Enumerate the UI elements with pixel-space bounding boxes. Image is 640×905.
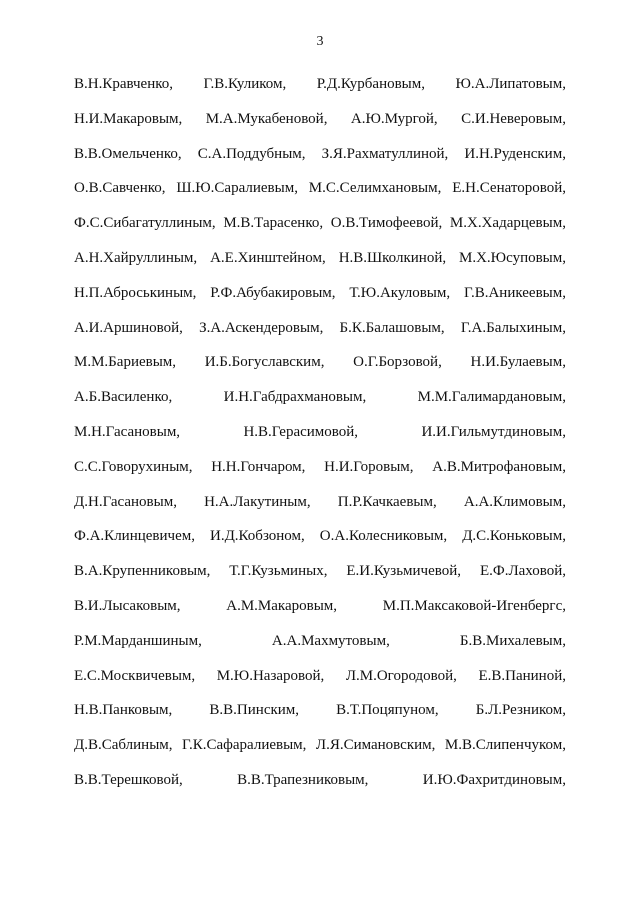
person-name: А.И.Аршиновой, [74,319,183,336]
person-name: З.А.Аскендеровым, [199,319,324,336]
person-name: С.А.Поддубным, [197,145,306,162]
person-name: В.И.Лысаковым, [74,597,181,614]
name-row [74,493,566,528]
person-name: О.Г.Борзовой, [353,354,442,371]
person-name: Н.И.Булаевым, [470,354,566,371]
person-name: М.М.Галимардановым, [417,389,566,406]
person-name: Д.Н.Гасановым, [74,493,177,510]
person-name: Е.Ф.Лаховой, [479,563,566,580]
person-name: Д.В.Саблиным, [74,737,173,754]
person-name: М.М.Бариевым, [74,354,177,371]
person-name: Е.Н.Сенаторовой, [452,180,566,197]
name-row [74,388,566,423]
name-row [74,284,566,319]
person-name: Г.К.Сафаралиевым, [182,737,307,754]
name-row [74,736,566,771]
name-row [74,423,566,458]
person-name: М.Н.Гасановым, [74,423,181,440]
person-name: В.А.Крупенниковым, [74,563,211,580]
person-name: О.А.Колесниковым, [319,528,448,545]
name-row [74,145,566,180]
person-name: Ш.Ю.Саралиевым, [176,180,298,197]
person-name: Г.А.Балыхиным, [460,319,566,336]
name-row [74,562,566,597]
person-name: М.В.Тарасенко, [223,215,324,232]
name-row [74,179,566,214]
person-name: Л.Я.Симановским, [315,737,436,754]
person-name: С.С.Говорухиным, [74,458,193,475]
person-name: Д.С.Коньковым, [462,528,566,545]
name-row [74,75,566,110]
person-name: Ю.А.Липатовым, [455,76,566,92]
person-name: А.М.Макаровым, [226,597,338,614]
person-name: Б.Л.Резником, [475,702,566,719]
person-name: Г.В.Аникеевым, [463,284,566,301]
person-name: А.Н.Хайруллиным, [74,249,198,266]
person-name: И.Ю.Фахритдиновым, [422,771,566,788]
name-row [74,632,566,667]
name-row [74,667,566,702]
person-name: Н.И.Макаровым, [74,110,183,127]
person-name: Е.С.Москвичевым, [74,667,196,684]
person-name: Н.И.Горовым, [324,458,414,475]
person-name: А.В.Митрофановым, [432,458,566,475]
person-name: Е.И.Кузьмичевой, [346,563,462,580]
person-name: А.А.Климовым, [463,493,566,510]
page-number: 3 [316,34,324,49]
name-row [74,771,566,806]
person-name: М.В.Слипенчуком, [444,737,566,754]
person-name: Г.В.Куликом, [203,76,287,92]
person-name: А.Ю.Мургой, [350,110,438,127]
person-name: Л.М.Огородовой, [345,667,457,684]
person-name: В.В.Пинским, [209,702,300,719]
person-name: М.Х.Юсуповым, [459,249,566,266]
name-row [74,701,566,736]
person-name: Р.М.Марданшиным, [74,632,202,649]
person-name: В.В.Трапезниковым, [237,771,369,788]
person-name: В.Т.Поцяпуном, [336,702,439,719]
person-name: М.С.Селимхановым, [308,180,442,197]
name-row [74,249,566,284]
name-row [74,319,566,354]
name-row [74,353,566,388]
name-row [74,458,566,493]
name-row [74,527,566,562]
person-name: И.Д.Кобзоном, [209,528,305,545]
person-name: И.Б.Богуславским, [204,354,325,371]
person-name: Р.Ф.Абубакировым, [210,284,336,301]
person-name: О.В.Тимофеевой, [330,215,443,232]
person-name: М.А.Мукабеновой, [205,110,328,127]
person-name: С.И.Неверовым, [461,110,566,127]
person-name: И.Н.Руденским, [464,145,566,162]
person-name: З.Я.Рахматуллиной, [321,145,449,162]
person-name: А.А.Махмутовым, [271,632,390,649]
name-row [74,110,566,145]
person-name: И.Н.Габдрахмановым, [223,389,367,406]
person-name: В.В.Терешковой, [74,771,183,788]
person-name: Т.Г.Кузьминых, [229,563,328,580]
name-row [74,214,566,249]
person-name: Н.В.Панковым, [74,702,173,719]
person-name: О.В.Савченко, [74,180,166,197]
person-name: И.И.Гильмутдиновым, [421,423,566,440]
person-name: А.Б.Василенко, [74,389,173,406]
person-name: М.П.Максаковой-Игенбергс, [382,597,566,614]
person-name: Н.П.Аброськиным, [74,284,197,301]
person-name: Н.Н.Гончаром, [211,458,306,475]
person-name: Б.В.Михалевым, [459,632,566,649]
name-list [74,75,566,806]
person-name: Б.К.Балашовым, [339,319,445,336]
person-name: А.Е.Хинштейном, [210,249,326,266]
person-name: В.В.Омельченко, [74,145,182,162]
person-name: Н.В.Школкиной, [338,249,447,266]
person-name: Н.В.Герасимовой, [243,423,359,440]
person-name: П.Р.Качкаевым, [337,493,437,510]
person-name: М.Х.Хадарцевым, [449,215,566,232]
person-name: Т.Ю.Акуловым, [349,284,451,301]
person-name: Р.Д.Курбановым, [316,76,425,92]
person-name: В.Н.Кравченко, [74,76,174,92]
person-name: Е.В.Паниной, [478,667,566,684]
person-name: Н.А.Лакутиным, [204,493,311,510]
person-name: М.Ю.Назаровой, [216,667,325,684]
person-name: Ф.С.Сибагатуллиным, [74,215,216,232]
person-name: Ф.А.Клинцевичем, [74,528,195,545]
name-row [74,597,566,632]
